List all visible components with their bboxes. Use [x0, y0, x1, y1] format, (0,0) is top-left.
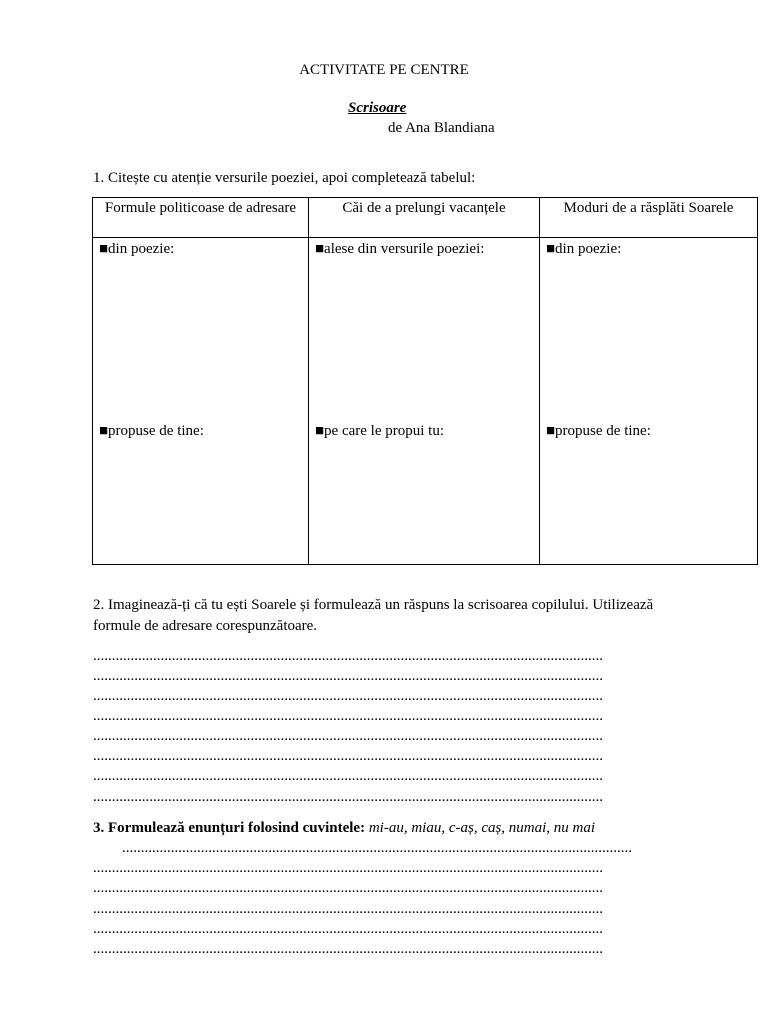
- answer-line[interactable]: ........................................................................................................................................: [93, 708, 603, 724]
- table-header-cell: Moduri de a răsplăti Soarele: [540, 198, 758, 238]
- task3-instruction-text: 3. Formulează enunțuri folosind cuvintele:: [93, 820, 366, 836]
- answer-line[interactable]: ........................................................................................................................................: [93, 728, 603, 744]
- completion-table: [92, 197, 758, 565]
- task1-instruction: 1. Citește cu atenție versurile poeziei, apoi completează tabelul:: [93, 170, 476, 186]
- answer-line[interactable]: ........................................................................................................................................: [93, 688, 603, 704]
- cell-label-bottom: ■pe care le propui tu:: [315, 423, 445, 439]
- task2-instruction: 2. Imaginează-ți că tu ești Soarele și formulează un răspuns la scrisoarea copilului. Utilizează formule de adresare corespunzătoare.: [93, 597, 654, 634]
- answer-line[interactable]: ........................................................................................................................................: [93, 648, 603, 664]
- answer-line[interactable]: ........................................................................................................................................: [93, 941, 603, 957]
- answer-line[interactable]: ........................................................................................................................................: [93, 860, 603, 876]
- answer-line[interactable]: ........................................................................................................................................: [93, 768, 603, 784]
- table-row: [93, 238, 758, 565]
- task3-instruction: [93, 818, 673, 839]
- cell-label-top: ■din poezie:: [99, 241, 175, 257]
- answer-line[interactable]: ........................................................................................................................................: [93, 880, 603, 896]
- table-cell[interactable]: [93, 238, 309, 565]
- table-cell[interactable]: [309, 238, 540, 565]
- table-header-row: [93, 198, 758, 238]
- poem-author: de Ana Blandiana: [388, 120, 495, 136]
- cell-label-top: ■alese din versurile poeziei:: [315, 241, 485, 257]
- answer-line[interactable]: ........................................................................................................................................: [93, 789, 603, 805]
- page-title: ACTIVITATE PE CENTRE: [299, 62, 469, 78]
- task3-words: mi-au, miau, c-aș, caș, numai, nu mai: [368, 820, 596, 836]
- table-header-cell: Formule politicoase de adresare: [93, 198, 309, 238]
- table-cell[interactable]: [540, 238, 758, 565]
- answer-line[interactable]: ........................................................................................................................................: [93, 921, 603, 937]
- cell-label-top: ■din poezie:: [546, 241, 622, 257]
- answer-line[interactable]: ........................................................................................................................................: [93, 748, 603, 764]
- cell-label-bottom: ■propuse de tine:: [546, 423, 651, 439]
- answer-line[interactable]: ........................................................................................................................................: [93, 668, 603, 684]
- poem-title: Scrisoare: [348, 100, 407, 116]
- table-header-cell: Căi de a prelungi vacanțele: [309, 198, 540, 238]
- cell-label-bottom: ■propuse de tine:: [99, 423, 204, 439]
- answer-line[interactable]: ........................................................................................................................................: [122, 840, 632, 856]
- answer-line[interactable]: ........................................................................................................................................: [93, 901, 603, 917]
